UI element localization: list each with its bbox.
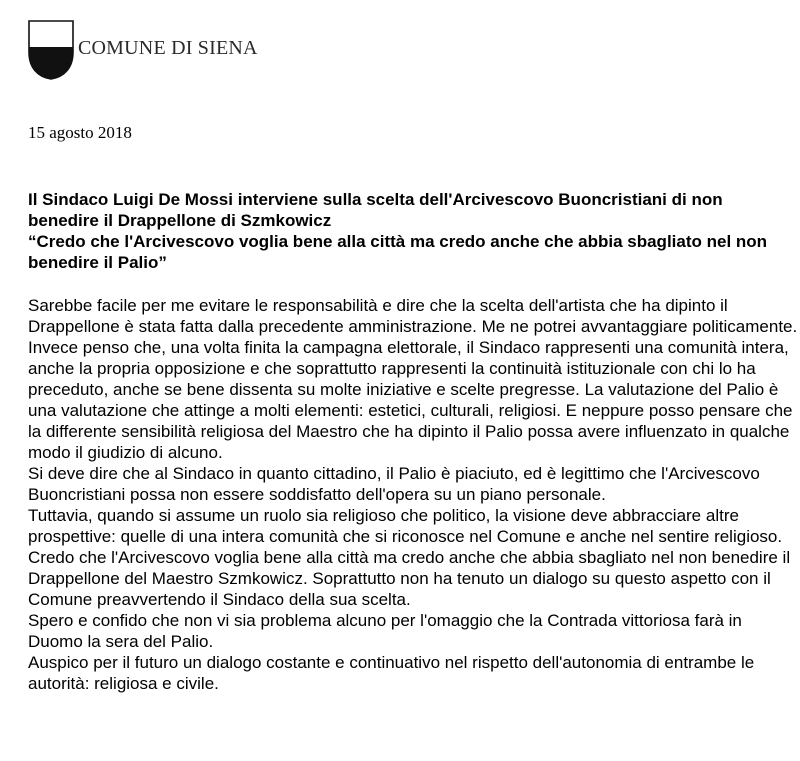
siena-shield-icon bbox=[28, 20, 74, 80]
page-header bbox=[28, 18, 258, 82]
headline bbox=[28, 189, 798, 273]
headline-quote: “Credo che l'Arcivescovo voglia bene alla città ma credo anche che abbia sbagliato nel non benedire il Palio” bbox=[28, 232, 768, 272]
body-paragraph: Auspico per il futuro un dialogo costante e continuativo nel rispetto dell'autonomia di entrambe le autorità: religiosa e civile. bbox=[28, 653, 755, 693]
body-paragraph: Si deve dire che al Sindaco in quanto cittadino, il Palio è piaciuto, ed è legittimo che l'Arcivescovo Buoncristiani possa non essere soddisfatto dell'opera su un piano personale. bbox=[28, 464, 760, 504]
body-paragraph: Sarebbe facile per me evitare le responsabilità e dire che la scelta dell'artista che ha dipinto il Drappellone è stata fatta dalla precedente amministrazione. Me ne potrei avvantaggiare politicamente. Invece penso che, una volta finita la campagna elettorale, il Sindaco rappresenti una comunità intera, anche la propria opposizione e che soprattutto rappresenti la continuità istituzionale con chi lo ha preceduto, anche se bene dissenta su molte iniziative e scelte pregresse. La valutazione del Palio è una valutazione che attinge a molti elementi: estetici, culturali, religiosi. E neppure posso pensare che la differente sensibilità religiosa del Maestro che ha dipinto il Palio possa avere influenzato in qualche modo il giudizio di alcuno. bbox=[28, 296, 798, 462]
headline-title: Il Sindaco Luigi De Mossi interviene sulla scelta dell'Arcivescovo Buoncristiani di non benedire il Drappellone di Szmkowicz bbox=[28, 190, 723, 230]
document-date: 15 agosto 2018 bbox=[28, 123, 132, 142]
organization-name: COMUNE DI SIENA bbox=[78, 36, 258, 59]
body-text bbox=[28, 295, 798, 694]
body-paragraph: Spero e confido che non vi sia problema alcuno per l'omaggio che la Contrada vittoriosa farà in Duomo la sera del Palio. bbox=[28, 611, 742, 651]
body-paragraph: Credo che l'Arcivescovo voglia bene alla città ma credo anche che abbia sbagliato nel non benedire il Drappellone del Maestro Szmkowicz. Soprattutto non ha tenuto un dialogo su questo aspetto con il Comune preavvertendo il Sindaco della sua scelta. bbox=[28, 548, 791, 609]
body-paragraph: Tuttavia, quando si assume un ruolo sia religioso che politico, la visione deve abbracciare altre prospettive: quelle di una intera comunità che si riconosce nel Comune e anche nel sentire religioso. bbox=[28, 506, 783, 546]
